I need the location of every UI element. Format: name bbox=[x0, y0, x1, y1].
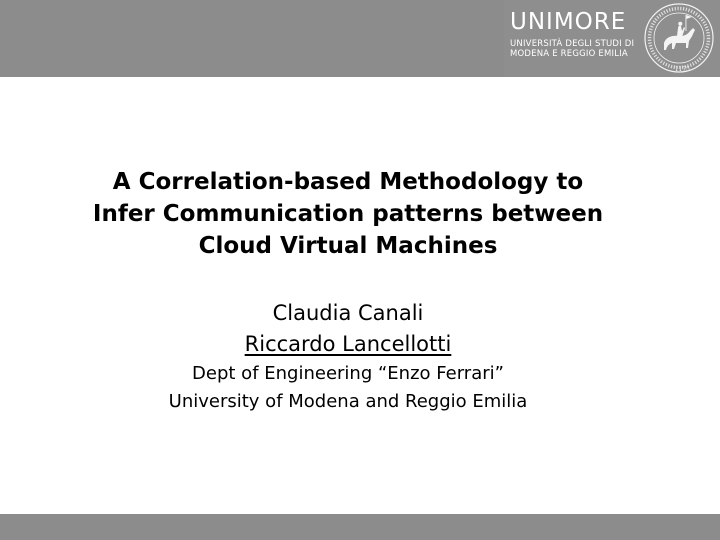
title-line-2: Infer Communication patterns between bbox=[92, 201, 604, 227]
university-seal-icon bbox=[642, 1, 716, 75]
presenting-author-name bbox=[0, 329, 696, 360]
author-block bbox=[0, 298, 696, 416]
footer-bar bbox=[0, 514, 720, 540]
presentation-title bbox=[0, 166, 696, 262]
department: Dept of Engineering “Enzo Ferrari” bbox=[192, 363, 504, 384]
title-block bbox=[0, 166, 696, 416]
title-line-3: Cloud Virtual Machines bbox=[198, 233, 498, 259]
logo-subtitle-line2: MODENA E REGGIO EMILIA bbox=[510, 49, 628, 59]
logo-subtitle-line1: UNIVERSITÀ DEGLI STUDI DI bbox=[510, 39, 635, 49]
logo-text bbox=[510, 10, 634, 59]
title-line-1: A Correlation-based Methodology to bbox=[112, 169, 584, 195]
university-name: University of Modena and Reggio Emilia bbox=[168, 391, 528, 412]
seal-year: 1175 bbox=[674, 66, 690, 73]
logo-name: UNIMORE bbox=[510, 9, 627, 35]
presenting-author-label: Riccardo Lancellotti bbox=[244, 332, 452, 356]
header-bar bbox=[0, 0, 720, 77]
author-name: Claudia Canali bbox=[272, 301, 424, 325]
university-logo bbox=[504, 0, 720, 77]
logo-subtitle bbox=[510, 39, 634, 59]
